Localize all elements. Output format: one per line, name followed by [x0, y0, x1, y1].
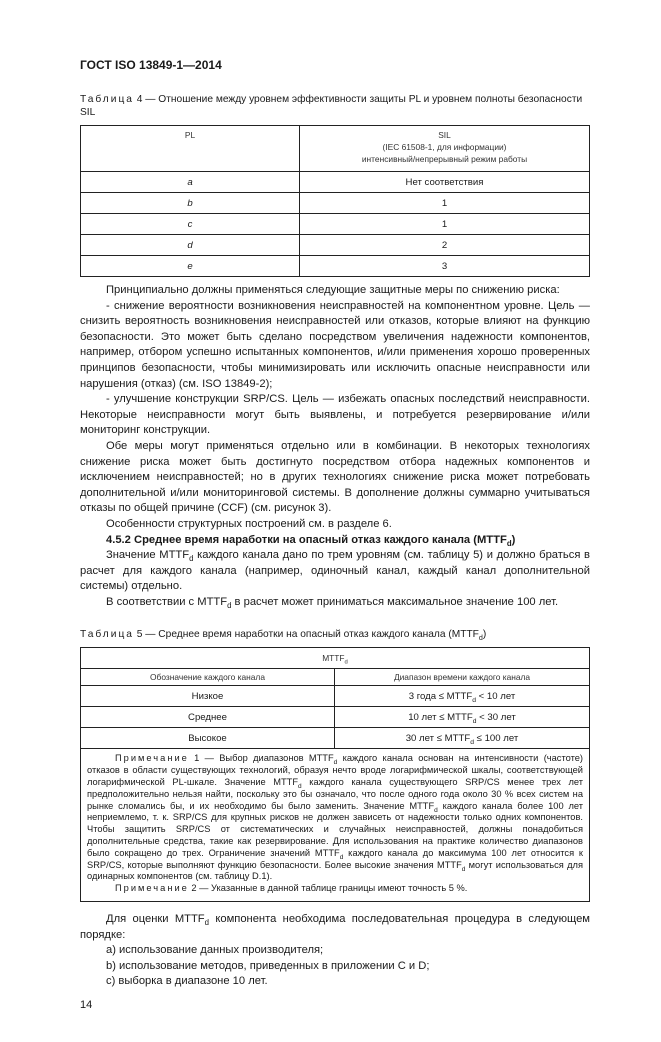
caption-label: Таблица	[80, 94, 134, 105]
pl-cell: e	[81, 256, 300, 277]
text: каждого канала существующего SRP/CS менее трех лет предположительно нельзя найти, поскольку это бы означало, что после одного года около 30 % всех систем на рынке сломались бы, и их необходимо бы было заменить. Значение MTTF	[87, 777, 584, 811]
table-row	[81, 686, 590, 707]
sil-reference: (IEC 61508-1, для информации)	[382, 142, 507, 152]
col-header: Обозначение каждого канала	[81, 669, 335, 686]
table-row	[81, 728, 590, 749]
list-item: b) использование методов, приведенных в приложении C и D;	[106, 959, 430, 972]
subscript: d	[204, 918, 210, 928]
col-header: Диапазон времени каждого канала	[335, 669, 590, 686]
text: 2 — Указанные в данной таблице границы имеют точность 5 %.	[188, 883, 468, 894]
text: 30 лет ≤ MTTF	[405, 732, 471, 744]
note-1	[87, 753, 583, 883]
text: могут использоваться для одинарных компонентов (см. таблицу D.1).	[87, 859, 583, 882]
section-heading	[80, 533, 590, 549]
text: Значение MTTF	[106, 549, 190, 562]
subscript: d	[227, 601, 232, 611]
sil-cell: 1	[300, 214, 590, 235]
level-cell: Низкое	[81, 686, 335, 707]
table5	[80, 647, 590, 902]
sil-cell: Нет соответствия	[300, 172, 590, 193]
heading-text: )	[511, 533, 516, 546]
table-row	[81, 256, 590, 277]
sil-mode: интенсивный/непрерывный режим работы	[361, 154, 528, 164]
text: каждого канала основан на интенсивности (частоте) отказов в области существующих технологий, образуя нечто вроде логарифмической шкалы, соответствующей логарифмической PL-шкале. Значение MTTF	[87, 753, 583, 788]
subscript: d	[339, 853, 344, 861]
table-row	[81, 707, 590, 728]
paragraph: Особенности структурных построений см. в разделе 6.	[106, 517, 392, 530]
table-row	[81, 172, 590, 193]
text: в расчет может приниматься максимальное значение 100 лет.	[231, 595, 559, 608]
sil-title: SIL	[438, 130, 451, 140]
text: 10 лет ≤ MTTF	[408, 711, 473, 723]
caption-text: 5 — Среднее время наработки на опасный отказ каждого канала (MTTF	[136, 629, 479, 641]
text: 3 года ≤ MTTF	[408, 690, 473, 702]
heading-text: 4.5.2 Среднее время наработки на опасный отказ каждого канала (MTTF	[106, 533, 507, 546]
list-item: a) использование данных производителя;	[106, 944, 324, 957]
table-notes	[81, 749, 590, 902]
pl-cell: d	[81, 235, 300, 256]
level-cell: Высокое	[81, 728, 335, 749]
caption-label: Таблица	[80, 629, 134, 641]
sil-cell: 2	[300, 235, 590, 256]
table-row	[81, 193, 590, 214]
subscript: d	[189, 554, 194, 564]
subscript: d	[344, 660, 348, 667]
table4	[80, 125, 590, 277]
pl-cell: b	[81, 193, 300, 214]
paragraph	[80, 912, 590, 943]
note-label: Примечание	[115, 753, 189, 764]
paragraph: - улучшение конструкции SRP/CS. Цель — избежать опасных последствий неисправности. Некоторые неисправности могут быть выявлены, и потребуется резервирование и/или мониторинг конструкции.	[80, 393, 590, 437]
page-number: 14	[80, 999, 93, 1011]
table4-caption	[80, 93, 590, 119]
range-cell	[335, 686, 590, 707]
text: В соответствии с MTTF	[106, 595, 228, 608]
list-item: c) выборка в диапазоне 10 лет.	[106, 975, 268, 988]
caption-text: 4 — Отношение между уровнем эффективности защиты PL и уровнем полноты безопасности SIL	[80, 94, 583, 118]
mttf-header	[81, 648, 590, 669]
text: < 30 лет	[476, 711, 516, 723]
pl-header: PL	[81, 126, 300, 172]
paragraph	[80, 548, 590, 595]
text: каждого канала до максимума 100 лет относится к SRP/CS, которые выполняют функцию безопасности. Более высокие значения MTTF	[87, 847, 583, 870]
subscript: d	[478, 634, 483, 643]
level-cell: Среднее	[81, 707, 335, 728]
subscript: d	[461, 865, 466, 873]
subscript: d	[472, 717, 477, 725]
document-header: ГОСТ ISO 13849-1—2014	[80, 58, 222, 72]
text: MTTF	[322, 653, 345, 664]
sil-cell: 1	[300, 193, 590, 214]
sil-cell: 3	[300, 256, 590, 277]
caption-text: )	[482, 629, 487, 641]
body-text-1	[80, 283, 590, 610]
sil-header	[300, 126, 590, 172]
text: < 10 лет	[476, 690, 516, 702]
paragraph: - снижение вероятности возникновения неисправностей на компонентном уровне. Цель — снизить вероятность возникновения неисправностей или отказов, которые влияют на функцию безопасности. Это может быть сделано посредством увеличения надежности компонентов, например, отбором успешно испытанных компонентов, и/или применения хорошо проверенных принципов безопасности, чтобы минимизировать или исключить опасные неисправности или нарушения (отказ) (см. ISO 13849-2);	[80, 299, 590, 390]
text: компонента необходима последовательная процедура в следующем порядке:	[80, 913, 590, 941]
pl-cell: a	[81, 172, 300, 193]
body-text-2	[80, 912, 590, 990]
text: ≤ 100 лет	[473, 732, 519, 744]
paragraph: Принципиально должны применяться следующие защитные меры по снижению риска:	[106, 284, 560, 296]
paragraph	[80, 595, 590, 611]
table-row	[81, 214, 590, 235]
subscript: d	[470, 738, 474, 746]
range-cell	[335, 728, 590, 749]
subscript: d	[434, 806, 438, 814]
text: каждого канала дано по трем уровням (см. таблицу 5) и должно браться в расчет для каждого канала (например, одиночный канал, каждый канал дополнительной системы) отдельно.	[80, 549, 590, 593]
subscript: d	[298, 782, 302, 790]
table-row	[81, 235, 590, 256]
subscript: d	[506, 538, 512, 548]
paragraph: Обе меры могут применяться отдельно или в комбинации. В некоторых технологиях снижение риска может быть достигнуто посредством отбора надежных компонентов и исключением неисправностей; но в других технологиях снижение риска может потребовать дополнительной и/или мониторинговой системы. В дополнение должны суммарно учитываться отказы по общей причине (CCF) (см. рисунок 3).	[80, 439, 590, 515]
range-cell	[335, 707, 590, 728]
note-label: Примечание	[115, 883, 189, 894]
pl-cell: c	[81, 214, 300, 235]
note-2	[87, 883, 583, 895]
table5-caption	[80, 628, 590, 641]
text: Для оценки MTTF	[106, 913, 205, 926]
text: 1 — Выбор диапазонов MTTF	[188, 753, 334, 764]
text: каждого канала более 100 лет неприемлемо, т. к. SRP/CS для крупных рисков не должен зависеть от надежности только одних компонентов. Чтобы защитить SRP/CS от систематических и случайных неисправностей, должны понадобиться дополнительные средства, такие как резервирование. Для использования на практике количество диапазонов было сокращено до трех. Ограничение значений MTTF	[87, 800, 584, 858]
subscript: d	[472, 696, 476, 704]
subscript: d	[333, 759, 338, 767]
